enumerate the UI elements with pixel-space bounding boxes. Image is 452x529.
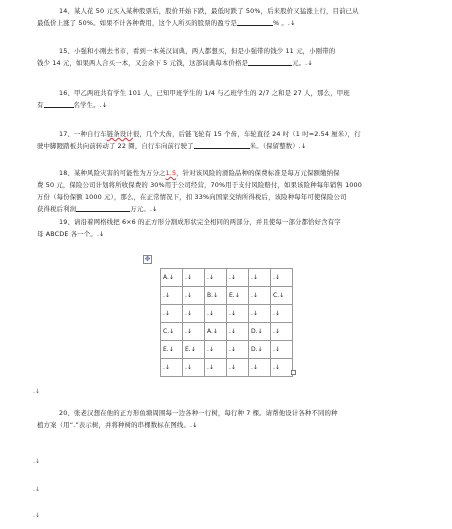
- q16-line1: 16、甲乙两班共有学生 101 人，已知甲班学生的 1/4 与乙班学生的 2/7 之和是 27 人，那么，甲班: [59, 89, 350, 97]
- q17-line1: 17、一种自行车链条设计很，几个大齿，后链飞轮有 15 个齿，车轮直径 24 吋（1 吋=2.54 厘米），行: [59, 130, 361, 138]
- grid-cell[interactable]: A.↓: [205, 323, 227, 341]
- q18-line3: 万份（每份保额 1000 元），那么，在正常情况下，扣 33%向国家交纳所得税后，该险种每年可使保险公司: [37, 193, 347, 201]
- grid-row: [161, 359, 293, 377]
- q16-line2: 有 名学生。.↓: [37, 101, 108, 109]
- q15-answer-blank[interactable]: [248, 58, 292, 66]
- q15-line2: 钱少 14 元，如果两人合买一本，又会余下 5 元钱，这部词典每本价格是 元。.↓: [37, 59, 313, 67]
- grid-cell[interactable]: .↓: [271, 341, 293, 359]
- table-move-handle-icon[interactable]: ✥: [144, 255, 151, 263]
- q18-line2: 费 50 元，保险公司计划将所收保费的 30%用于公司经营，70%用于支付风险赔付，如果该险种每年销售 1000: [37, 181, 362, 189]
- grid-cell[interactable]: A.↓: [161, 269, 183, 287]
- question-19: [37, 216, 415, 240]
- grid-cell[interactable]: .↓: [183, 287, 205, 305]
- grid-row: [161, 287, 293, 305]
- grid-cell[interactable]: .↓: [205, 341, 227, 359]
- grid-cell[interactable]: .↓: [161, 305, 183, 323]
- grid-cell[interactable]: D.↓: [249, 341, 271, 359]
- grid-cell[interactable]: .↓: [205, 305, 227, 323]
- q18-line4: 获得税后利润 万元。.↓: [37, 205, 158, 213]
- grid-cell[interactable]: .↓: [249, 287, 271, 305]
- blank-paragraph-mark: .↓: [33, 512, 40, 519]
- grid-cell[interactable]: C.↓: [271, 287, 293, 305]
- q19-line1: 19、请沿着网格线把 6×6 的正方形分割成形状完全相同的两部分，并且使每一部分都恰好含有字: [59, 218, 341, 226]
- question-16: [37, 87, 415, 111]
- grid-cell[interactable]: .↓: [249, 359, 271, 377]
- q18-answer-blank[interactable]: [76, 204, 130, 212]
- grid-cell[interactable]: .↓: [249, 269, 271, 287]
- letter-grid-container: [160, 268, 293, 377]
- question-14: [37, 5, 415, 29]
- grid-row: [161, 341, 293, 359]
- question-18: [37, 167, 415, 215]
- question-15: [37, 45, 415, 69]
- grid-cell[interactable]: .↓: [183, 269, 205, 287]
- grid-cell[interactable]: .↓: [271, 305, 293, 323]
- table-resize-handle-icon[interactable]: [291, 370, 296, 375]
- q19-line2: 母 ABCDE 各一个。.↓: [37, 230, 105, 238]
- grid-cell[interactable]: .↓: [205, 269, 227, 287]
- grid-cell[interactable]: E.↓: [183, 341, 205, 359]
- grid-cell[interactable]: D.↓: [249, 323, 271, 341]
- grid-cell[interactable]: E.↓: [161, 341, 183, 359]
- grid-cell[interactable]: .↓: [161, 359, 183, 377]
- q15-line1: 15、小强和小刚去书市，看到一本英汉词典，两人都想买，但是小强带的钱少 11 元，小刚带的: [59, 47, 336, 55]
- question-20: [37, 407, 415, 431]
- grid-cell[interactable]: .↓: [205, 359, 227, 377]
- blank-paragraph-mark: .↓: [33, 486, 40, 493]
- letter-grid-table: [160, 268, 293, 377]
- grid-cell[interactable]: .↓: [271, 359, 293, 377]
- question-17: [37, 128, 415, 152]
- q20-line2: 植方案（用“.”表示树，并将种树的串棵数标在图线。.↓: [37, 421, 198, 429]
- q19-trailing-mark: .↓: [33, 388, 40, 395]
- q14-answer-blank[interactable]: [237, 18, 273, 26]
- blank-paragraph-mark: .↓: [33, 458, 40, 465]
- grid-cell[interactable]: .↓: [249, 305, 271, 323]
- grid-cell[interactable]: B.↓: [205, 287, 227, 305]
- grid-row: [161, 323, 293, 341]
- grid-row: [161, 269, 293, 287]
- q16-answer-blank[interactable]: [44, 100, 74, 108]
- q14-line1: 14、某人花 50 元买入某种股票后，股价开始下跌，最低时跌了 50%，后来股价又猛涨上行，目前已从: [59, 7, 359, 15]
- grid-cell[interactable]: .↓: [183, 323, 205, 341]
- grid-cell[interactable]: .↓: [183, 305, 205, 323]
- q14-line2: 最低价上涨了 50%。如果不计各种费用，这个人所买的股票的盈亏是 % 。.↓: [37, 19, 296, 27]
- grid-cell[interactable]: .↓: [271, 269, 293, 287]
- grid-cell[interactable]: .↓: [227, 305, 249, 323]
- grid-cell[interactable]: .↓: [227, 341, 249, 359]
- grid-cell[interactable]: .↓: [227, 323, 249, 341]
- grid-cell[interactable]: .↓: [227, 269, 249, 287]
- grid-cell[interactable]: E.↓: [227, 287, 249, 305]
- grid-cell[interactable]: .↓: [161, 287, 183, 305]
- grid-cell[interactable]: .↓: [227, 359, 249, 377]
- q17-line2: 驶中脚蹬踏板共向前转动了 22 圈，自行车向前行驶了 米。（保留整数）.↓: [37, 142, 307, 150]
- q20-line1: 20、张老汉想在他的正方形鱼塘周围每一边各种一行树，每行种 7 棵。请帮他设计各种不同的种: [59, 409, 338, 417]
- grid-cell[interactable]: C.↓: [161, 323, 183, 341]
- grid-cell[interactable]: .↓: [183, 359, 205, 377]
- q18-line1: 18、某种风险灾害的可能性为万分之1.5，针对该风险的滑险品种的保费标准是每万元保额缴纳保: [59, 169, 340, 177]
- grid-row: [161, 305, 293, 323]
- q17-answer-blank[interactable]: [194, 141, 250, 149]
- grid-cell[interactable]: .↓: [271, 323, 293, 341]
